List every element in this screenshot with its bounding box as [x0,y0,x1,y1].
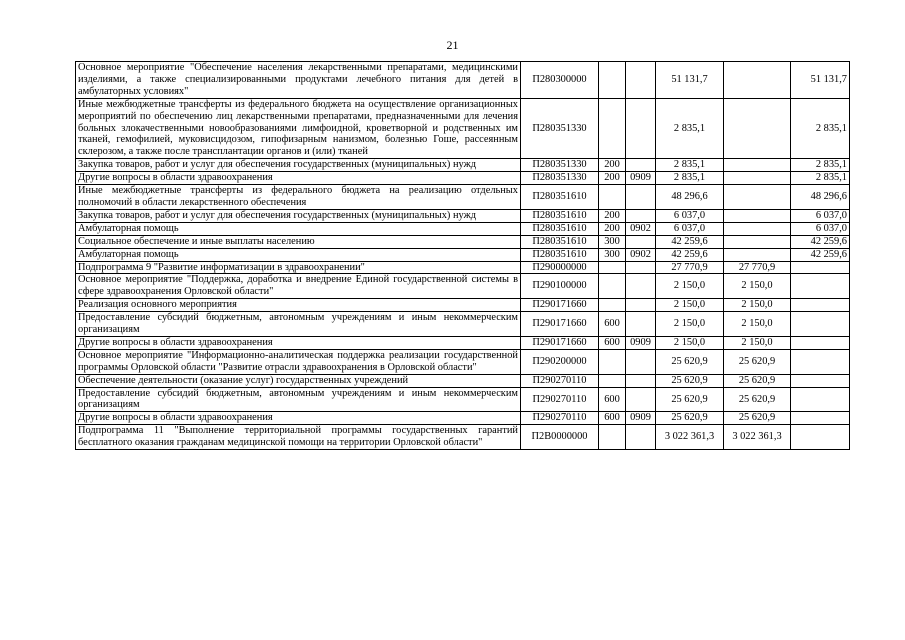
row-sum-total: 51 131,7 [656,62,724,99]
row-section [626,235,656,248]
row-sum-regional: 3 022 361,3 [724,425,791,450]
row-sum-total: 2 835,1 [656,172,724,185]
row-expense-type: 200 [599,159,626,172]
row-expense-type: 600 [599,412,626,425]
row-code: П290100000 [521,274,599,299]
row-sum-total: 42 259,6 [656,235,724,248]
row-sum-total: 2 150,0 [656,336,724,349]
row-section [626,274,656,299]
row-section [626,374,656,387]
table-row [76,172,850,185]
row-name: Реализация основного мероприятия [76,299,521,312]
row-section [626,425,656,450]
row-expense-type [599,299,626,312]
row-sum-total: 2 835,1 [656,159,724,172]
budget-table [75,61,850,450]
row-section [626,98,656,159]
row-name: Социальное обеспечение и иные выплаты населению [76,235,521,248]
row-sum-federal [791,312,850,337]
row-sum-federal [791,387,850,412]
row-name: Другие вопросы в области здравоохранения [76,172,521,185]
row-name: Закупка товаров, работ и услуг для обеспечения государственных (муниципальных) нужд [76,209,521,222]
row-name: Иные межбюджетные трансферты из федерального бюджета на реализацию отдельных полномочий в области лекарственного обеспечения [76,185,521,210]
row-section [626,349,656,374]
row-code: П290000000 [521,261,599,274]
row-expense-type: 600 [599,312,626,337]
row-sum-federal: 48 296,6 [791,185,850,210]
row-sum-regional: 2 150,0 [724,336,791,349]
row-sum-total: 48 296,6 [656,185,724,210]
table-row [76,235,850,248]
row-sum-regional [724,222,791,235]
table-row [76,222,850,235]
row-code: П290270110 [521,412,599,425]
row-section [626,62,656,99]
row-expense-type [599,274,626,299]
table-row [76,336,850,349]
row-name: Другие вопросы в области здравоохранения [76,412,521,425]
row-sum-total: 2 150,0 [656,299,724,312]
row-expense-type: 300 [599,235,626,248]
row-code: П280351610 [521,185,599,210]
row-sum-federal: 51 131,7 [791,62,850,99]
row-sum-regional: 2 150,0 [724,312,791,337]
row-expense-type [599,374,626,387]
row-sum-total: 6 037,0 [656,222,724,235]
row-sum-federal: 42 259,6 [791,248,850,261]
row-sum-regional [724,62,791,99]
row-sum-total: 25 620,9 [656,374,724,387]
row-sum-total: 25 620,9 [656,349,724,374]
row-code: П280300000 [521,62,599,99]
table-row [76,261,850,274]
row-section [626,312,656,337]
row-sum-regional: 25 620,9 [724,374,791,387]
row-name: Основное мероприятие "Поддержка, доработка и внедрение Единой государственной системы в сфере здравоохранения Орловской области" [76,274,521,299]
row-sum-federal [791,261,850,274]
row-name: Амбулаторная помощь [76,248,521,261]
row-sum-federal: 6 037,0 [791,209,850,222]
row-code: П280351610 [521,248,599,261]
row-name: Подпрограмма 9 "Развитие информатизации в здравоохранении" [76,261,521,274]
table-row [76,387,850,412]
row-expense-type: 200 [599,209,626,222]
row-name: Обеспечение деятельности (оказание услуг) государственных учреждений [76,374,521,387]
row-sum-federal: 6 037,0 [791,222,850,235]
table-row [76,62,850,99]
row-expense-type [599,185,626,210]
row-sum-federal [791,299,850,312]
table-row [76,312,850,337]
row-code: П280351610 [521,235,599,248]
row-sum-total: 3 022 361,3 [656,425,724,450]
row-sum-federal [791,412,850,425]
row-sum-regional [724,159,791,172]
row-code: П290270110 [521,387,599,412]
table-row [76,349,850,374]
table-row [76,98,850,159]
table-row [76,248,850,261]
row-sum-federal [791,274,850,299]
row-section: 0909 [626,336,656,349]
row-sum-total: 27 770,9 [656,261,724,274]
row-code: П280351610 [521,209,599,222]
row-sum-total: 2 150,0 [656,274,724,299]
row-expense-type [599,425,626,450]
row-section: 0909 [626,412,656,425]
row-sum-regional [724,235,791,248]
row-name: Предоставление субсидий бюджетным, автономным учреждениям и иным некоммерческим организациям [76,312,521,337]
row-sum-federal [791,349,850,374]
row-name: Закупка товаров, работ и услуг для обеспечения государственных (муниципальных) нужд [76,159,521,172]
row-expense-type [599,349,626,374]
row-code: П280351330 [521,98,599,159]
row-expense-type: 200 [599,222,626,235]
row-name: Предоставление субсидий бюджетным, автономным учреждениям и иным некоммерческим организациям [76,387,521,412]
row-section [626,159,656,172]
row-sum-regional: 25 620,9 [724,387,791,412]
table-row [76,412,850,425]
row-expense-type: 600 [599,387,626,412]
row-code: П280351330 [521,159,599,172]
table-row [76,425,850,450]
row-sum-federal: 2 835,1 [791,159,850,172]
row-name: Основное мероприятие "Обеспечение населения лекарственными препаратами, медицинскими изделиями, а также специализированными продуктами лечебного питания для детей в амбулаторных условиях" [76,62,521,99]
row-sum-federal [791,374,850,387]
row-name: Амбулаторная помощь [76,222,521,235]
row-sum-total: 25 620,9 [656,412,724,425]
table-row [76,274,850,299]
table-row [76,185,850,210]
row-section [626,387,656,412]
row-code: П280351330 [521,172,599,185]
row-sum-regional: 2 150,0 [724,274,791,299]
row-name: Иные межбюджетные трансферты из федерального бюджета на осуществление организационных мероприятий по обеспечению лиц лекарственными препаратами, предназначенными для лечения больных злокачественными новообразованиями лимфоидной, кроветворной и родственных им тканей, гемофилией, муковисцидозом, гипофизарным нанизмом, болезнью Гоше, рассеянным склерозом, а также после трансплантации органов и (или) тканей [76,98,521,159]
row-code: П290200000 [521,349,599,374]
row-sum-federal [791,336,850,349]
row-expense-type: 200 [599,172,626,185]
row-expense-type: 300 [599,248,626,261]
row-name: Основное мероприятие "Информационно-аналитическая поддержка реализации государственной программы Орловской области "Развитие отрасли здравоохранения в Орловской области" [76,349,521,374]
row-sum-regional [724,248,791,261]
row-code: П280351610 [521,222,599,235]
row-name: Подпрограмма 11 "Выполнение территориальной программы государственных гарантий бесплатного оказания гражданам медицинской помощи на территории Орловской области" [76,425,521,450]
row-sum-total: 6 037,0 [656,209,724,222]
row-sum-federal [791,425,850,450]
row-sum-total: 2 835,1 [656,98,724,159]
row-code: П290171660 [521,299,599,312]
row-sum-regional: 25 620,9 [724,349,791,374]
row-code: П290171660 [521,336,599,349]
row-sum-regional: 25 620,9 [724,412,791,425]
row-expense-type [599,98,626,159]
row-section [626,185,656,210]
row-code: П290171660 [521,312,599,337]
row-sum-regional [724,185,791,210]
row-name: Другие вопросы в области здравоохранения [76,336,521,349]
row-expense-type [599,261,626,274]
row-sum-total: 42 259,6 [656,248,724,261]
row-sum-regional: 2 150,0 [724,299,791,312]
row-sum-total: 25 620,9 [656,387,724,412]
table-row [76,299,850,312]
row-sum-regional [724,172,791,185]
table-row [76,374,850,387]
row-section [626,261,656,274]
row-sum-federal: 2 835,1 [791,172,850,185]
row-expense-type: 600 [599,336,626,349]
row-section: 0902 [626,222,656,235]
row-section [626,299,656,312]
table-row [76,159,850,172]
table-row [76,209,850,222]
row-section [626,209,656,222]
row-code: П2В0000000 [521,425,599,450]
page-number: 21 [446,38,459,52]
row-sum-regional: 27 770,9 [724,261,791,274]
row-expense-type [599,62,626,99]
row-sum-federal: 2 835,1 [791,98,850,159]
row-code: П290270110 [521,374,599,387]
row-section: 0909 [626,172,656,185]
row-sum-total: 2 150,0 [656,312,724,337]
row-sum-regional [724,98,791,159]
row-sum-regional [724,209,791,222]
row-section: 0902 [626,248,656,261]
row-sum-federal: 42 259,6 [791,235,850,248]
